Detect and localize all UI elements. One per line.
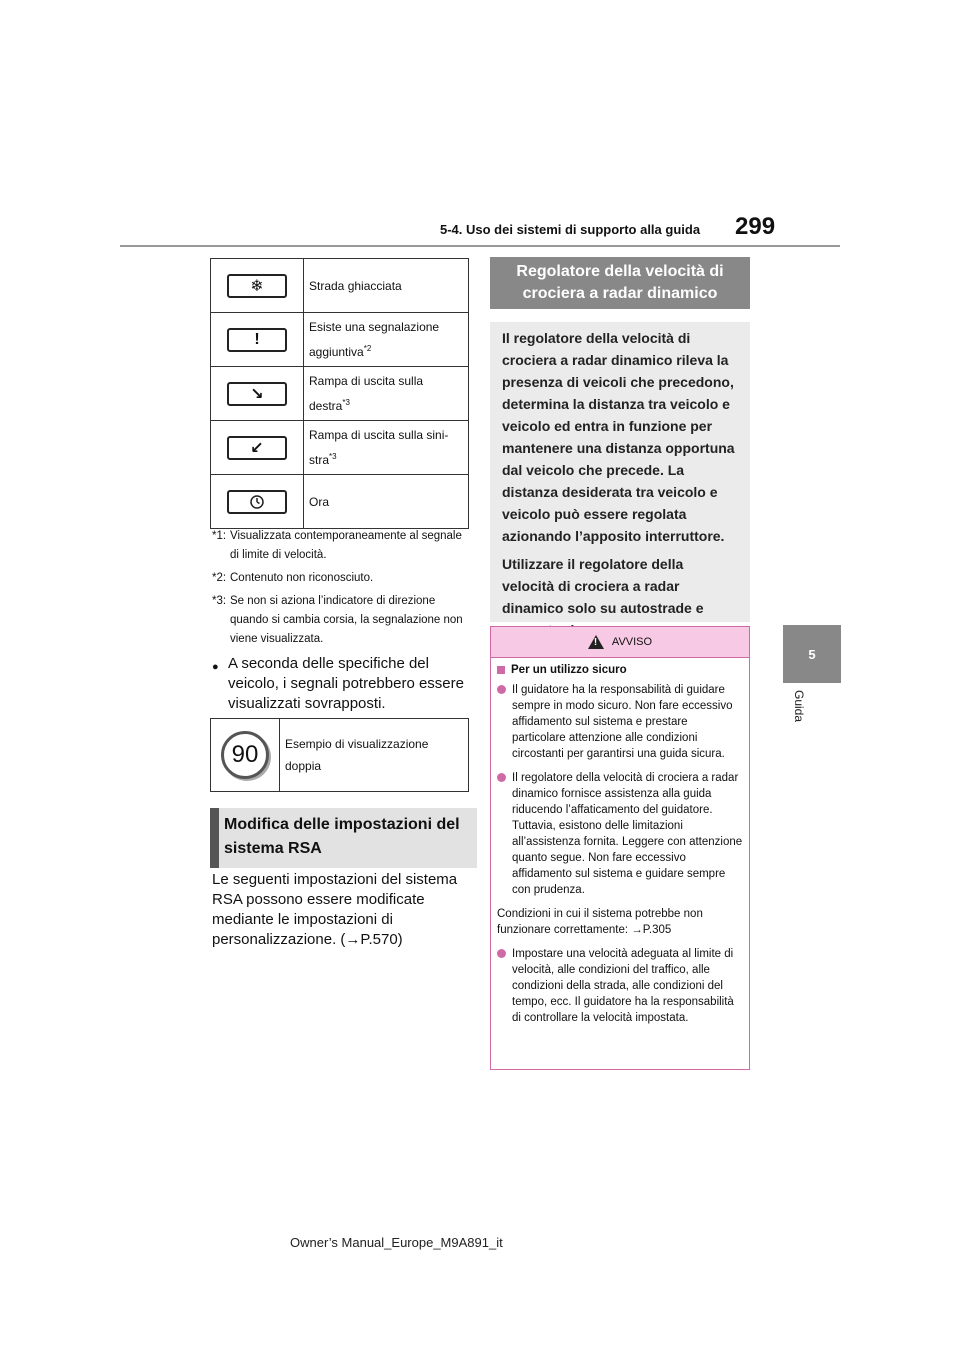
page-number: 299 [735,213,776,240]
signs-table [210,258,469,529]
radar-intro [490,322,750,622]
radar-heading: Regolatore della velocità di crociera a radar dinamico [490,257,750,309]
list-item: Il guidatore ha la responsabilità di guidare sempre in modo sicuro. Non fare eccessivo affidamento sul sistema e prestare particolare attenzione alle condizioni circostanti per garantirsi una guida sicura. [497,682,743,762]
list-item: Impostare una velocità adeguata al limite di velocità, alle condizioni del traffico, alle condizioni della strada, alle condizioni del tempo, ecc. Il guidatore ha la responsabilità di controllare la velocità impostata. [497,946,743,1026]
warning-reference: Condizioni in cui il sistema potrebbe non funzionare correttamente: →P.305 [497,908,703,936]
footnote: *3: Se non si aziona l’indicatore di direzione quando si cambia corsia, la segnalazione non viene visualizzata. [212,595,463,645]
bullet-icon: ● [212,661,219,673]
sign-label: aggiuntiva [309,345,364,359]
list-item: Il regolatore della velocità di crociera a radar dinamico fornisce assistenza alla guida riducendo l’affaticamento del guidatore. Tuttavia, esistono delle limitazioni all’assistenza fornita. Leggere con attenzione quanto segue. Non fare eccessivo affidamento sul sistema e guidare sempre con prudenza. [497,770,743,898]
table-row [211,259,469,313]
example-table [210,718,469,792]
table-row [211,367,469,421]
sign-label: destra [309,399,343,413]
rsa-heading: Modifica delle impostazioni del sistema RSA [210,808,477,868]
sign-label: Esiste una segnalazione [309,320,440,334]
warning-title: AVVISO [611,636,653,648]
sign-label: Ora [309,494,330,509]
chapter-label: Guida [792,690,806,723]
chapter-tab: 5 [783,625,841,683]
bullet-note: ● A seconda delle specifiche del veicolo, i segnali potrebbero essere visualizzati sovrapposti. [212,655,464,712]
table-row [211,719,469,792]
warning-icon: ! [588,635,604,649]
sign-label: Rampa di uscita sulla [309,374,424,388]
rsa-paragraph: Le seguenti impostazioni del sistema RSA possono essere modificate mediante le impostazioni di personalizzazione. (→P.570) [212,871,458,948]
sign-label: Rampa di uscita sulla sini- [309,428,449,442]
header-divider [120,245,840,247]
exclamation-icon: ! [227,328,287,352]
section-title: 5-4. Uso dei sistemi di supporto alla guida [440,222,701,237]
clock-icon [227,490,287,514]
footnote-ref: *2 [363,344,372,353]
sign-label: stra [309,453,330,467]
arrow-down-left-icon: ↙ [227,436,287,460]
footnote: *1: Visualizzata contemporaneamente al segnale di limite di velocità. [212,530,462,561]
radar-paragraph: Il regolatore della velocità di crociera a radar dinamico rileva la presenza di veicoli che precedono, determina la distanza tra veicolo e veicolo ed entra in funzione per mantenere una distanza opportuna dal veicolo che precede. La distanza desiderata tra veicolo e veicolo può essere regolata azionando l’apposito interruttore. [502,330,735,544]
bullet-icon [497,949,506,958]
warning-box [490,626,750,1070]
square-bullet-icon [497,666,505,674]
radar-paragraph: Utilizzare il regolatore della velocità di crociera a radar dinamico solo su autostrade e [502,556,704,616]
warning-subtitle: Per un utilizzo sicuro [511,664,627,676]
table-row [211,421,469,475]
footnote-ref: *3 [342,398,350,407]
footnote-ref: *3 [329,452,337,461]
footer: Owner’s Manual_Europe_M9A891_it [290,1235,503,1250]
snowflake-icon: ❄ [227,274,287,298]
table-row [211,313,469,367]
footnote: *2: Contenuto non riconosciuto. [212,572,374,584]
table-row [211,475,469,529]
arrow-down-right-icon: ↘ [227,382,287,406]
example-label: Esempio di visualizzazione doppia [280,719,469,792]
sign-label: Strada ghiacciata [309,278,402,293]
bullet-icon [497,773,506,782]
bullet-icon [497,685,506,694]
footnotes [212,527,472,653]
speed-limit-sign-icon: 90 [221,731,269,779]
